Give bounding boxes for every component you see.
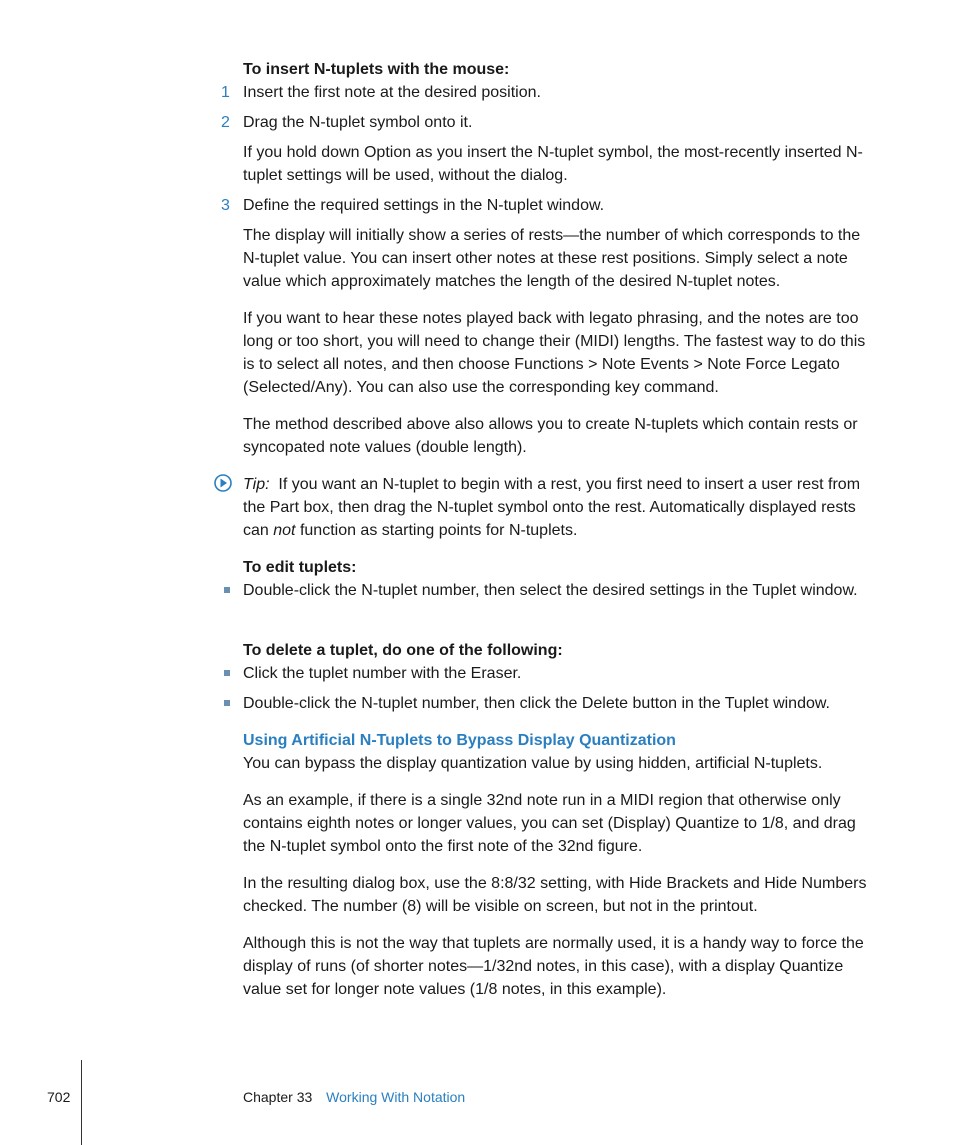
body-paragraph: Although this is not the way that tuplets are normally used, it is a handy way to force the display of runs (of shorter notes—1/32nd notes, in this case), with a display Quantize value set for longer note values (1/8 notes, in this example). bbox=[243, 935, 864, 998]
bullet-item: Click the tuplet number with the Eraser. bbox=[243, 665, 522, 682]
tip-paragraph bbox=[243, 473, 873, 542]
procedure-heading-insert: To insert N-tuplets with the mouse: bbox=[243, 61, 510, 78]
tip-label: Tip: bbox=[243, 476, 270, 493]
procedure-heading-edit: To edit tuplets: bbox=[243, 559, 357, 576]
body-paragraph: The display will initially show a series of rests—the number of which corresponds to the N-tuplet value. You can insert other notes at these rest positions. Simply select a note value which approximately matches the length of the desired N-tuplet notes. bbox=[243, 227, 861, 290]
bullet-item: Double-click the N-tuplet number, then select the desired settings in the Tuplet window. bbox=[243, 582, 858, 599]
step-text: Drag the N-tuplet symbol onto it. bbox=[243, 114, 473, 131]
body-paragraph: You can bypass the display quantization value by using hidden, artificial N-tuplets. bbox=[243, 755, 823, 772]
tip-text-start: If you want an N-tuplet to begin with a rest, you first need to insert a user rest from the Part box, then drag the N-tuplet symbol onto the rest. Automatically displayed rests can bbox=[243, 476, 861, 539]
tip-text-end: function as starting points for N-tuplets. bbox=[295, 522, 578, 539]
procedure-heading-delete: To delete a tuplet, do one of the following: bbox=[243, 642, 563, 659]
body-paragraph: As an example, if there is a single 32nd note run in a MIDI region that otherwise only contains eighth notes or longer values, you can set (Display) Quantize to 1/8, and drag the N-tuplet symbol onto the first note of the 32nd figure. bbox=[243, 792, 856, 855]
page-number: 702 bbox=[47, 1089, 71, 1105]
step-note: If you hold down Option as you insert the N-tuplet symbol, the most-recently inserted N-tuplet settings will be used, without the dialog. bbox=[243, 144, 863, 184]
footer-chapter bbox=[243, 1088, 465, 1106]
section-heading: Using Artificial N-Tuplets to Bypass Display Quantization bbox=[243, 732, 676, 749]
bullet-marker bbox=[224, 700, 230, 706]
chapter-label: Chapter 33 bbox=[243, 1089, 313, 1105]
bullet-marker bbox=[224, 670, 230, 676]
tip-emphasis: not bbox=[273, 522, 296, 539]
step-number: 2 bbox=[221, 114, 230, 131]
footer-divider bbox=[81, 1060, 82, 1145]
step-number: 1 bbox=[221, 84, 230, 101]
step-text: Insert the first note at the desired position. bbox=[243, 84, 541, 101]
body-paragraph: The method described above also allows you to create N-tuplets which contain rests or syncopated note values (double length). bbox=[243, 416, 858, 456]
bullet-marker bbox=[224, 587, 230, 593]
body-paragraph: If you want to hear these notes played back with legato phrasing, and the notes are too long or too short, you will need to change their (MIDI) lengths. The fastest way to do this is to select all notes, and then choose Functions > Note Events > Note Force Legato (Selected/Any). You can also use the corresponding key command. bbox=[243, 310, 866, 396]
bullet-item: Double-click the N-tuplet number, then click the Delete button in the Tuplet window. bbox=[243, 695, 830, 712]
step-text: Define the required settings in the N-tuplet window. bbox=[243, 197, 605, 214]
chapter-title-link[interactable]: Working With Notation bbox=[326, 1089, 466, 1105]
body-paragraph: In the resulting dialog box, use the 8:8/32 setting, with Hide Brackets and Hide Numbers checked. The number (8) will be visible on screen, but not in the printout. bbox=[243, 875, 867, 915]
tip-arrow-icon bbox=[214, 474, 232, 492]
step-number: 3 bbox=[221, 197, 230, 214]
